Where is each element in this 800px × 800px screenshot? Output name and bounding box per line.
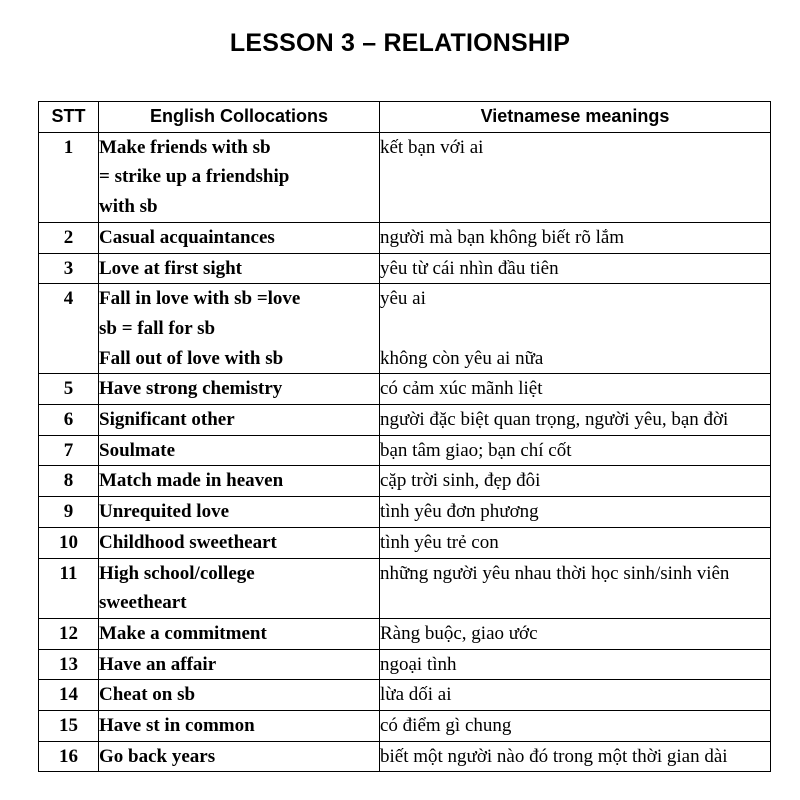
vietnamese-meaning-cell (380, 374, 771, 405)
table-row (39, 527, 771, 558)
english-collocation-text: sweetheart (99, 592, 187, 614)
vietnamese-meaning-cell (380, 649, 771, 680)
english-collocation-text: Fall out of love with sb (99, 347, 284, 369)
row-number: 12 (39, 618, 99, 649)
page-title: LESSON 3 – RELATIONSHIP (229, 29, 571, 57)
row-number: 3 (39, 253, 99, 284)
english-collocation-text: Have strong chemistry (99, 378, 283, 400)
vietnamese-meaning-cell (380, 222, 771, 253)
collocations-table (38, 101, 771, 772)
english-collocation-cell (99, 253, 380, 284)
row-number: 9 (39, 497, 99, 528)
english-collocation-text: Cheat on sb (99, 684, 196, 706)
table-body (39, 132, 771, 772)
english-collocation-text: Have an affair (99, 653, 217, 675)
table-row (39, 284, 771, 374)
table-row (39, 558, 771, 618)
english-collocation-text: Match made in heaven (99, 470, 284, 492)
english-collocation-cell (99, 618, 380, 649)
vietnamese-meaning-text: những người yêu nhau thời học sinh/sinh viên (380, 562, 730, 584)
vietnamese-meaning-text (380, 314, 770, 344)
english-collocation-text: = strike up a friendship (99, 166, 290, 188)
english-collocation-cell (99, 711, 380, 742)
row-number: 15 (39, 711, 99, 742)
table-row (39, 618, 771, 649)
vietnamese-meaning-text: người đặc biệt quan trọng, người yêu, bạn đời (380, 409, 729, 431)
table-row (39, 253, 771, 284)
column-header-vietnamese: Vietnamese meanings (380, 102, 771, 133)
vietnamese-meaning-cell (380, 253, 771, 284)
english-collocation-cell (99, 435, 380, 466)
vietnamese-meaning-cell (380, 711, 771, 742)
table-row (39, 466, 771, 497)
table-row (39, 405, 771, 436)
english-collocation-cell (99, 558, 380, 618)
vietnamese-meaning-text: người mà bạn không biết rõ lắm (380, 226, 625, 248)
vietnamese-meaning-text: cặp trời sinh, đẹp đôi (380, 470, 541, 492)
row-number: 7 (39, 435, 99, 466)
row-number: 6 (39, 405, 99, 436)
vietnamese-meaning-cell (380, 680, 771, 711)
english-collocation-cell (99, 680, 380, 711)
column-header-stt: STT (39, 102, 99, 133)
row-number: 5 (39, 374, 99, 405)
vietnamese-meaning-cell (380, 284, 771, 374)
vietnamese-meaning-text: tình yêu trẻ con (380, 531, 499, 553)
row-number: 8 (39, 466, 99, 497)
english-collocation-text: Make a commitment (99, 622, 267, 644)
row-number: 14 (39, 680, 99, 711)
english-collocation-text: Fall in love with sb =love (99, 288, 301, 310)
vietnamese-meaning-cell (380, 466, 771, 497)
vietnamese-meaning-text: bạn tâm giao; bạn chí cốt (380, 439, 572, 461)
english-collocation-cell (99, 284, 380, 374)
vietnamese-meaning-text: biết một người nào đó trong một thời gian dài (380, 745, 728, 767)
table-row (39, 435, 771, 466)
english-collocation-text: Go back years (99, 745, 216, 767)
vietnamese-meaning-cell (380, 497, 771, 528)
english-collocation-cell (99, 741, 380, 772)
vietnamese-meaning-cell (380, 618, 771, 649)
row-number: 2 (39, 222, 99, 253)
vietnamese-meaning-text: có cảm xúc mãnh liệt (380, 378, 543, 400)
table-row (39, 374, 771, 405)
english-collocation-cell (99, 466, 380, 497)
english-collocation-text: Unrequited love (99, 501, 230, 523)
vietnamese-meaning-text: có điểm gì chung (380, 715, 512, 737)
vietnamese-meaning-text: không còn yêu ai nữa (380, 347, 544, 369)
vietnamese-meaning-text: lừa dối ai (380, 684, 452, 706)
english-collocation-cell (99, 649, 380, 680)
vietnamese-meaning-text: kết bạn với ai (380, 136, 484, 158)
row-number: 1 (39, 132, 99, 222)
english-collocation-text: Have st in common (99, 715, 255, 737)
english-collocation-cell (99, 405, 380, 436)
column-header-english: English Collocations (99, 102, 380, 133)
row-number: 4 (39, 284, 99, 374)
row-number: 10 (39, 527, 99, 558)
english-collocation-text: Childhood sweetheart (99, 531, 277, 553)
vietnamese-meaning-cell (380, 132, 771, 222)
table-row (39, 132, 771, 222)
vietnamese-meaning-text: Ràng buộc, giao ước (380, 622, 538, 644)
vietnamese-meaning-text: yêu từ cái nhìn đầu tiên (380, 257, 559, 279)
english-collocation-text: Make friends with sb (99, 136, 271, 158)
english-collocation-cell (99, 497, 380, 528)
english-collocation-text: sb = fall for sb (99, 317, 216, 339)
table-row (39, 649, 771, 680)
row-number: 16 (39, 741, 99, 772)
table-row (39, 222, 771, 253)
english-collocation-text: Soulmate (99, 439, 175, 461)
table-row (39, 680, 771, 711)
english-collocation-text: Significant other (99, 409, 235, 431)
english-collocation-cell (99, 374, 380, 405)
table-header-row (39, 102, 771, 133)
vietnamese-meaning-text: tình yêu đơn phương (380, 501, 539, 523)
vietnamese-meaning-cell (380, 741, 771, 772)
vietnamese-meaning-text: ngoại tình (380, 653, 457, 675)
english-collocation-text: with sb (99, 196, 158, 218)
table-row (39, 711, 771, 742)
english-collocation-cell (99, 527, 380, 558)
table-row (39, 741, 771, 772)
english-collocation-cell (99, 132, 380, 222)
table-row (39, 497, 771, 528)
row-number: 13 (39, 649, 99, 680)
row-number: 11 (39, 558, 99, 618)
vietnamese-meaning-cell (380, 435, 771, 466)
vietnamese-meaning-cell (380, 527, 771, 558)
vietnamese-meaning-cell (380, 405, 771, 436)
vietnamese-meaning-cell (380, 558, 771, 618)
english-collocation-text: Casual acquaintances (99, 226, 275, 248)
english-collocation-text: High school/college (99, 562, 255, 584)
vietnamese-meaning-text: yêu ai (380, 288, 426, 310)
english-collocation-cell (99, 222, 380, 253)
english-collocation-text: Love at first sight (99, 257, 243, 279)
